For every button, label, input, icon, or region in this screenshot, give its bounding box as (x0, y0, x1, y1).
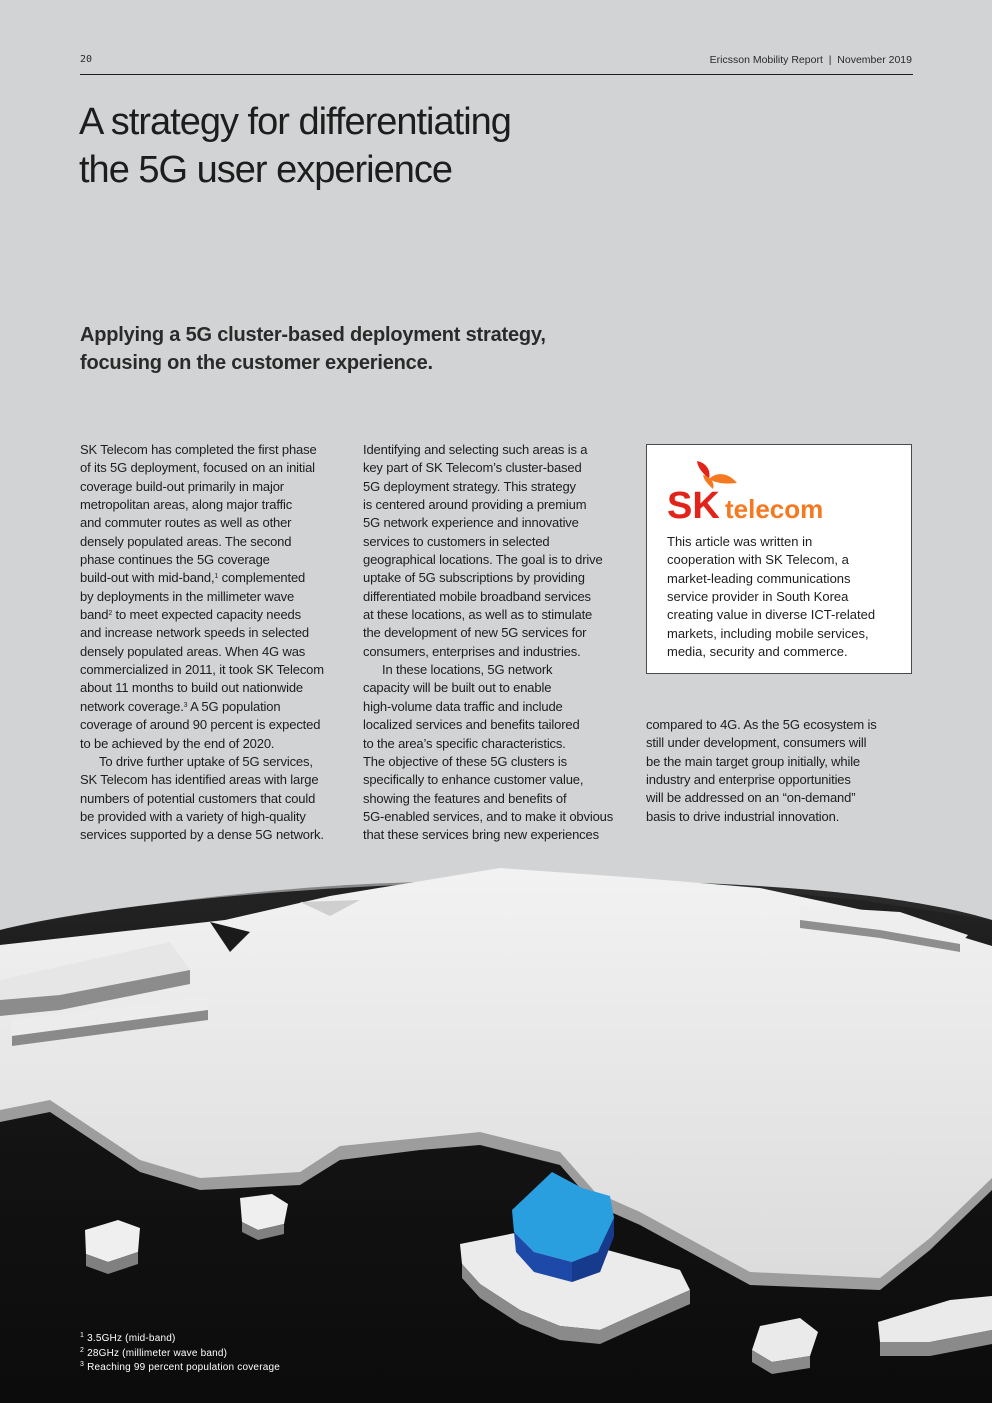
text-line: uptake of 5G subscriptions by providing (363, 570, 585, 586)
title-line: A strategy for differentiating (79, 101, 511, 143)
page-subtitle (80, 321, 546, 377)
text-line: that these services bring new experiences (363, 827, 599, 843)
text-line: basis to drive industrial innovation. (646, 808, 840, 824)
text-line: creating value in diverse ICT-related (667, 607, 876, 623)
text-line: be the main target group initially, while (646, 753, 861, 769)
text-line: phase continues the 5G coverage (80, 552, 270, 568)
footnote-ref: 1 (214, 573, 219, 581)
text-line: This article was written in (667, 534, 813, 549)
text-line: Identifying and selecting such areas is a (363, 442, 588, 457)
page-number: 20 (80, 54, 93, 65)
text-line: at these locations, as well as to stimulate (363, 607, 593, 623)
footnote-ref: 2 (108, 610, 113, 618)
text-line: the development of new 5G services for (363, 625, 587, 641)
footnotes (80, 1332, 280, 1376)
text-line: metropolitan areas, along major traffic (80, 497, 293, 513)
text-line: localized services and benefits tailored (363, 717, 580, 733)
text-line: compared to 4G. As the 5G ecosystem is (646, 717, 877, 732)
text-line: and commuter routes as well as other (80, 515, 292, 531)
text-line: capacity will be built out to enable (363, 680, 552, 696)
footnote-ref: 3 (183, 701, 188, 709)
text-line: high-volume data traffic and include (363, 698, 563, 714)
text-line: coverage build-out primarily in major (80, 478, 284, 494)
text-line: consumers, enterprises and industries. (363, 643, 581, 659)
title-line: the 5G user experience (79, 149, 453, 191)
text-line: band$^2$ to meet expected capacity needs (80, 607, 301, 623)
text-line: cooperation with SK Telecom, a (667, 552, 849, 568)
sk-telecom-logo (667, 457, 832, 525)
logo-telecom-text: telecom (725, 494, 824, 524)
text-line: by deployments in the millimeter wave (80, 588, 295, 604)
text-line: still under development, consumers will (646, 735, 867, 751)
text-line: coverage of around 90 percent is expected (80, 717, 321, 733)
sk-telecom-info-box (646, 444, 912, 674)
publication-name: Ericsson Mobility Report (709, 54, 823, 66)
text-line: media, security and commerce. (667, 644, 848, 660)
text-line: numbers of potential customers that could (80, 790, 316, 806)
text-line: densely populated areas. The second (80, 533, 292, 549)
text-line: To drive further uptake of 5G services, (99, 753, 313, 769)
running-header (710, 54, 912, 66)
text-line: service provider in South Korea (667, 589, 849, 605)
text-line: 5G deployment strategy. This strategy (363, 478, 576, 494)
publication-date: November 2019 (837, 54, 912, 66)
logo-sk-text: SK (667, 485, 720, 525)
text-line: services supported by a dense 5G network. (80, 827, 324, 843)
footnote: $^3$ Reaching 99 percent population coverage (80, 1361, 281, 1373)
text-line: 5G-enabled services, and to make it obvious (363, 808, 614, 824)
header-rule (80, 74, 913, 75)
text-line: 5G network experience and innovative (363, 515, 579, 531)
text-line: specifically to enhance customer value, (363, 772, 584, 788)
text-line: market-leading communications (667, 570, 851, 586)
text-line: showing the features and benefits of (363, 790, 567, 806)
body-column-2 (363, 441, 633, 845)
text-line: is centered around providing a premium (363, 497, 587, 513)
text-line: will be addressed on an “on-demand” (646, 790, 856, 806)
text-line: to the area’s specific characteristics. (363, 735, 566, 751)
text-line: network coverage.$^3$ A 5G population (80, 698, 281, 714)
text-line: be provided with a variety of high-quality (80, 808, 306, 824)
text-line: SK Telecom has identified areas with large (80, 772, 319, 788)
text-line: services to customers in selected (363, 533, 550, 549)
body-column-3 (646, 716, 916, 826)
text-line: of its 5G deployment, focused on an initial (80, 460, 315, 476)
text-line: build-out with mid-band,$^1$ complemented (80, 570, 306, 586)
korea-map-illustration (0, 860, 992, 1403)
text-line: densely populated areas. When 4G was (80, 643, 306, 659)
footnote: $^2$ 28GHz (millimeter wave band) (80, 1346, 228, 1359)
page-title (79, 98, 511, 194)
text-line: SK Telecom has completed the first phase (80, 442, 317, 457)
text-line: In these locations, 5G network (382, 662, 553, 678)
text-line: key part of SK Telecom’s cluster-based (363, 460, 582, 476)
text-line: markets, including mobile services, (667, 625, 869, 641)
text-line: commercialized in 2011, it took SK Telecom (80, 662, 324, 678)
text-line: industry and enterprise opportunities (646, 772, 851, 788)
header-separator: | (828, 54, 832, 66)
subtitle-line: Applying a 5G cluster-based deployment strategy, (80, 324, 546, 346)
footnote: $^1$ 3.5GHz (mid-band) (80, 1332, 176, 1344)
text-line: about 11 months to build out nationwide (80, 680, 304, 696)
text-line: to be achieved by the end of 2020. (80, 735, 275, 751)
info-box-text (667, 533, 875, 661)
text-line: geographical locations. The goal is to drive (363, 552, 603, 568)
text-line: and increase network speeds in selected (80, 625, 310, 641)
body-column-1 (80, 441, 350, 845)
text-line: The objective of these 5G clusters is (363, 753, 567, 769)
subtitle-line: focusing on the customer experience. (80, 352, 433, 374)
text-line: differentiated mobile broadband services (363, 588, 591, 604)
